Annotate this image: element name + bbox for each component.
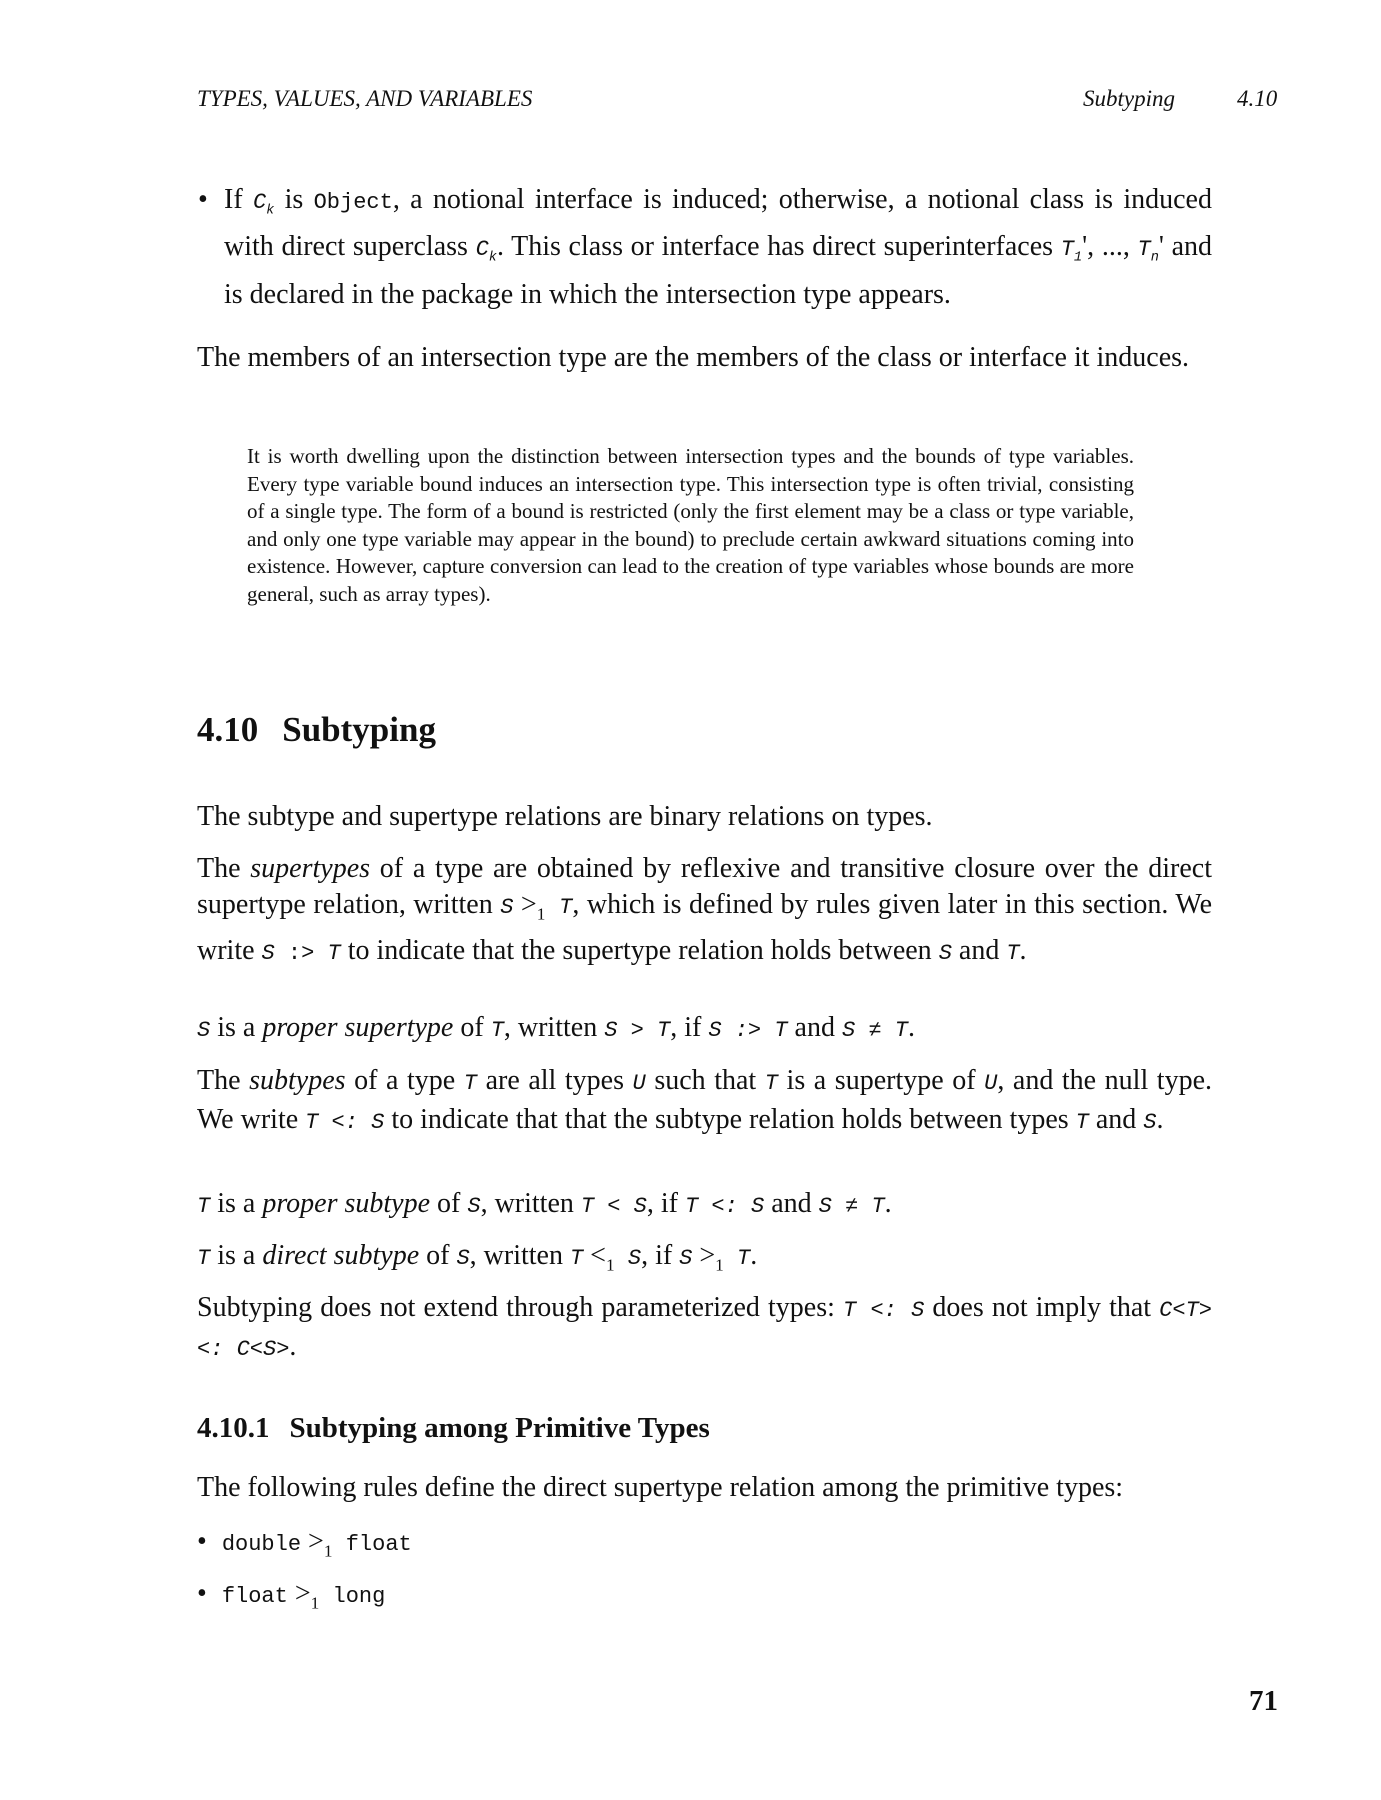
members-paragraph: The members of an intersection type are the members of the class or interface it induces. [197,342,1190,373]
running-header-section-title: Subtyping [1083,86,1175,111]
bullet-item-notional-class: • If $C_k$ is Object, a notional interface is induced; otherwise, a notional class is induced with direct superclass $C_k$. This class or interface has direct superinterfaces $T_1'$, ..., $T_n'$ and is declared in the package in which the intersection type appears. [198,184,1213,310]
bullet-icon: • [198,184,208,215]
bullet-icon: • [197,1578,207,1609]
paragraph-proper-subtype: T is a proper subtype of S, written T < S, if T <: S and S ≠ T. [197,1188,892,1219]
subsection-heading: 4.10.1 Subtyping among Primitive Types [197,1412,710,1444]
paragraph-primitive-rules: The following rules define the direct supertype relation among the primitive types: [197,1472,1124,1503]
bullet-icon: • [197,1526,207,1557]
paragraph-proper-supertype: S is a proper supertype of T, written S > T, if S :> T and S ≠ T. [197,1012,915,1043]
paragraph-parameterized: Subtyping does not extend through parameterized types: T <: S does not imply that C<T> <: C<S>. [197,1292,1212,1362]
rule-list-item: • float $>_1$ long [197,1578,386,1613]
running-header-section-number: 4.10 [1237,86,1278,111]
paragraph-supertypes: The supertypes of a type are obtained by reflexive and transitive closure over the direct supertype relation, written $S >_1$ T, which is defined by rules given later in this section. We write S :> T to indicate that the supertype relation holds between S and T. [197,853,1213,966]
section-heading: 4.10 Subtyping [197,710,436,749]
rule-list-item: • double $>_1$ float [197,1526,412,1561]
running-header-chapter: TYPES, VALUES, AND VARIABLES [197,86,533,111]
paragraph-subtypes: The subtypes of a type T are all types U such that T is a supertype of U, and the null type. We write T <: S to indicate that that the subtype relation holds between types T and S. [197,1065,1213,1135]
paragraph-relations-intro: The subtype and supertype relations are binary relations on types. [197,801,933,832]
page-number: 71 [1249,1685,1278,1717]
discussion-note: It is worth dwelling upon the distinction between intersection types and the bounds of type variables. Every type variable bound induces an intersection type. This intersection type is often trivial, consisting of a single type. The form of a bound is restricted (only the first element may be a class or type variable, and only one type variable may appear in the bound) to preclude certain awkward situations coming into existence. However, capture conversion can lead to the creation of type variables whose bounds are more general, such as array types). [247,444,1134,606]
paragraph-direct-subtype: T is a direct subtype of S, written $T <_1$ S, if $S >_1$ T. [197,1240,758,1275]
